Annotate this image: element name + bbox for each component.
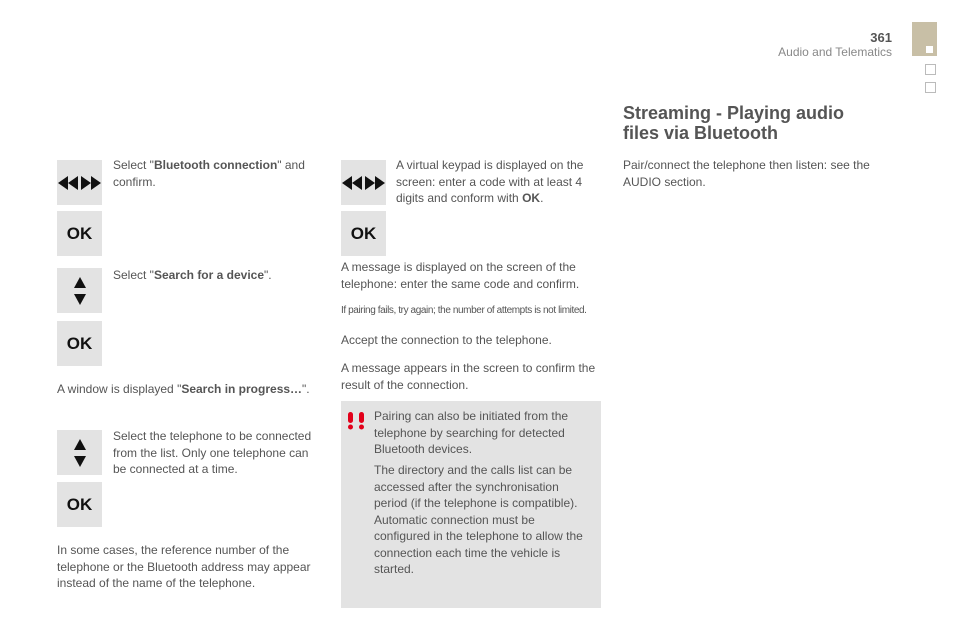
ok-label: OK bbox=[66, 223, 93, 243]
ok-label: OK bbox=[66, 494, 93, 514]
side-tab-mark bbox=[926, 46, 933, 53]
pairing-initiate-note: Pairing can also be initiated from the telephone by searching for detected Bluetooth devices. bbox=[374, 409, 569, 456]
streaming-body: Pair/connect the telephone then listen: see the AUDIO section. bbox=[623, 158, 870, 189]
step-search-device: Select "Search for a device". bbox=[113, 268, 272, 282]
step-select-telephone: Select the telephone to be connected from the list. Only one telephone can be connected at a time. bbox=[113, 429, 312, 476]
seek-arrows-icon bbox=[341, 160, 386, 205]
side-marker-2 bbox=[925, 82, 936, 93]
ok-button-icon bbox=[57, 321, 102, 366]
search-progress-label: Search in progress… bbox=[181, 382, 303, 396]
up-down-arrows-icon bbox=[57, 430, 102, 475]
ok-label: OK bbox=[66, 333, 93, 353]
search-window-text: A window is displayed "Search in progress…". bbox=[57, 382, 310, 396]
ok-button-icon bbox=[57, 482, 102, 527]
side-marker-1 bbox=[925, 64, 936, 75]
ok-button-icon bbox=[341, 211, 386, 256]
section-title: Audio and Telematics bbox=[778, 45, 892, 59]
confirm-result-text: A message appears in the screen to confirm the result of the connection. bbox=[341, 361, 596, 392]
page-number: 361 bbox=[870, 30, 892, 45]
keypad-ok-label: OK bbox=[522, 191, 541, 205]
step-bluetooth-connection: Select "Bluetooth connection" and confirm. bbox=[113, 158, 305, 189]
search-device-label: Search for a device bbox=[153, 268, 265, 282]
telephone-code-message: A message is displayed on the screen of the telephone: enter the same code and confirm. bbox=[341, 260, 580, 291]
virtual-keypad-text: A virtual keypad is displayed on the screen: enter a code with at least 4 digits and conform with OK. bbox=[396, 158, 584, 205]
pairing-fail-text: If pairing fails, try again; the number of attempts is not limited. bbox=[341, 305, 587, 316]
up-down-arrows-icon bbox=[57, 268, 102, 313]
side-tab bbox=[912, 22, 937, 56]
ok-button-icon bbox=[57, 211, 102, 256]
directory-sync-note: The directory and the calls list can be accessed after the synchronisation period (if the telephone is compatible). Automatic connection must be configured in the telephone to allow the connection each time the vehicle is started. bbox=[374, 463, 583, 576]
warning-icon bbox=[346, 410, 368, 430]
ok-label: OK bbox=[350, 223, 377, 243]
streaming-heading: Streaming - Playing audio files via Bluetooth bbox=[623, 103, 845, 143]
accept-connection-text: Accept the connection to the telephone. bbox=[341, 333, 552, 347]
seek-arrows-icon bbox=[57, 160, 102, 205]
bluetooth-connection-label: Bluetooth connection bbox=[153, 158, 278, 172]
reference-number-note: In some cases, the reference number of the telephone or the Bluetooth address may appear instead of the name of the telephone. bbox=[57, 543, 311, 590]
